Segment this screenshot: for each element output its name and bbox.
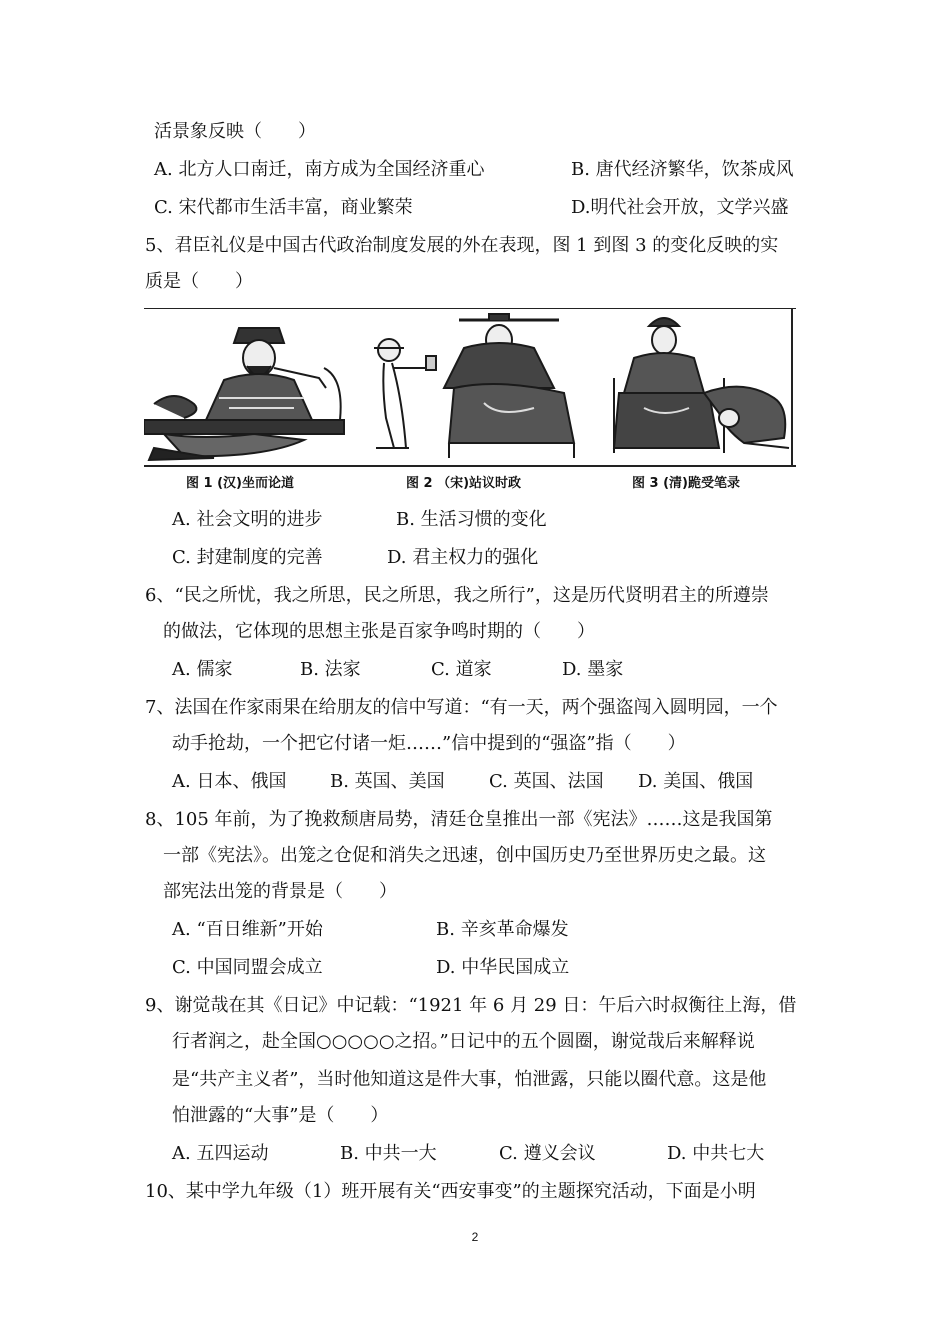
q5-stem-line-2: 质是（ ） bbox=[145, 271, 253, 292]
q9-stem-line-2: 行者润之，赴全国○○○○○之招。”日记中的五个圆圈，谢觉哉后来解释说 bbox=[172, 1031, 755, 1052]
q7-option-d: D. 美国、俄国 bbox=[638, 771, 754, 792]
q4-option-c: C. 宋代都市生活丰富，商业繁荣 bbox=[154, 197, 413, 218]
q9-option-a: A. 五四运动 bbox=[172, 1143, 269, 1164]
figure-3-caption: 图 3 (清)跪受笔录 bbox=[632, 476, 740, 491]
q8-option-b: B. 辛亥革命爆发 bbox=[436, 919, 569, 940]
q7-option-c: C. 英国、法国 bbox=[489, 771, 604, 792]
q6-stem-line-2: 的做法，它体现的思想主张是百家争鸣时期的（ ） bbox=[163, 621, 595, 642]
q5-option-d: D. 君主权力的强化 bbox=[387, 547, 539, 568]
q5-option-b: B. 生活习惯的变化 bbox=[396, 509, 547, 530]
q5-option-c: C. 封建制度的完善 bbox=[172, 547, 323, 568]
q4-stem-continuation: 活景象反映（ ） bbox=[154, 121, 316, 142]
q9-option-b: B. 中共一大 bbox=[340, 1143, 437, 1164]
q8-option-a: A. “百日维新”开始 bbox=[172, 919, 323, 940]
q9-option-d: D. 中共七大 bbox=[667, 1143, 765, 1164]
q8-stem-line-2: 一部《宪法》。出笼之仓促和消失之迅速，创中国历史乃至世界历史之最。这 bbox=[163, 845, 766, 866]
q6-option-d: D. 墨家 bbox=[562, 659, 624, 680]
q4-option-b: B. 唐代经济繁华，饮茶成风 bbox=[571, 159, 794, 180]
q8-stem-line-1: 8、105 年前，为了挽救颓唐局势，清廷仓皇推出一部《宪法》……这是我国第 bbox=[145, 809, 773, 830]
q6-option-a: A. 儒家 bbox=[172, 659, 233, 680]
q10-stem-line-1: 10、某中学九年级（1）班开展有关“西安事变”的主题探究活动，下面是小明 bbox=[145, 1181, 756, 1202]
q9-stem-line-4: 怕泄露的“大事”是（ ） bbox=[172, 1105, 389, 1126]
q6-option-b: B. 法家 bbox=[300, 659, 361, 680]
q7-stem-line-2: 动手抢劫，一个把它付诸一炬……”信中提到的“强盗”指（ ） bbox=[172, 733, 686, 754]
q7-stem-line-1: 7、法国在作家雨果在给朋友的信中写道：“有一天，两个强盗闯入圆明园，一个 bbox=[145, 697, 778, 718]
q7-option-b: B. 英国、美国 bbox=[330, 771, 445, 792]
figure-1-caption: 图 1 (汉)坐而论道 bbox=[186, 476, 294, 491]
etiquette-figure bbox=[144, 308, 796, 498]
q8-option-d: D. 中华民国成立 bbox=[436, 957, 570, 978]
q8-stem-line-3: 部宪法出笼的背景是（ ） bbox=[163, 881, 397, 902]
q6-stem-line-1: 6、“民之所忧，我之所思，民之所思，我之所行”，这是历代贤明君主的所遵崇 bbox=[145, 585, 769, 606]
q5-stem-line-1: 5、君臣礼仪是中国古代政治制度发展的外在表现，图 1 到图 3 的变化反映的实 bbox=[145, 235, 779, 256]
q4-option-d: D.明代社会开放，文学兴盛 bbox=[571, 197, 789, 218]
q6-option-c: C. 道家 bbox=[431, 659, 492, 680]
q9-option-c: C. 遵义会议 bbox=[499, 1143, 596, 1164]
q9-stem-line-3: 是“共产主义者”，当时他知道这是件大事，怕泄露，只能以圈代意。这是他 bbox=[172, 1069, 767, 1090]
q4-option-a: A. 北方人口南迁，南方成为全国经济重心 bbox=[154, 159, 485, 180]
q8-option-c: C. 中国同盟会成立 bbox=[172, 957, 323, 978]
page-number: 2 bbox=[471, 1230, 479, 1244]
q5-option-a: A. 社会文明的进步 bbox=[172, 509, 323, 530]
figure-2-caption: 图 2 （宋)站议时政 bbox=[406, 476, 522, 491]
q7-option-a: A. 日本、俄国 bbox=[172, 771, 287, 792]
q9-stem-line-1: 9、谢觉哉在其《日记》中记载：“1921 年 6 月 29 日：午后六时叔衡往上海，借 bbox=[145, 995, 797, 1016]
